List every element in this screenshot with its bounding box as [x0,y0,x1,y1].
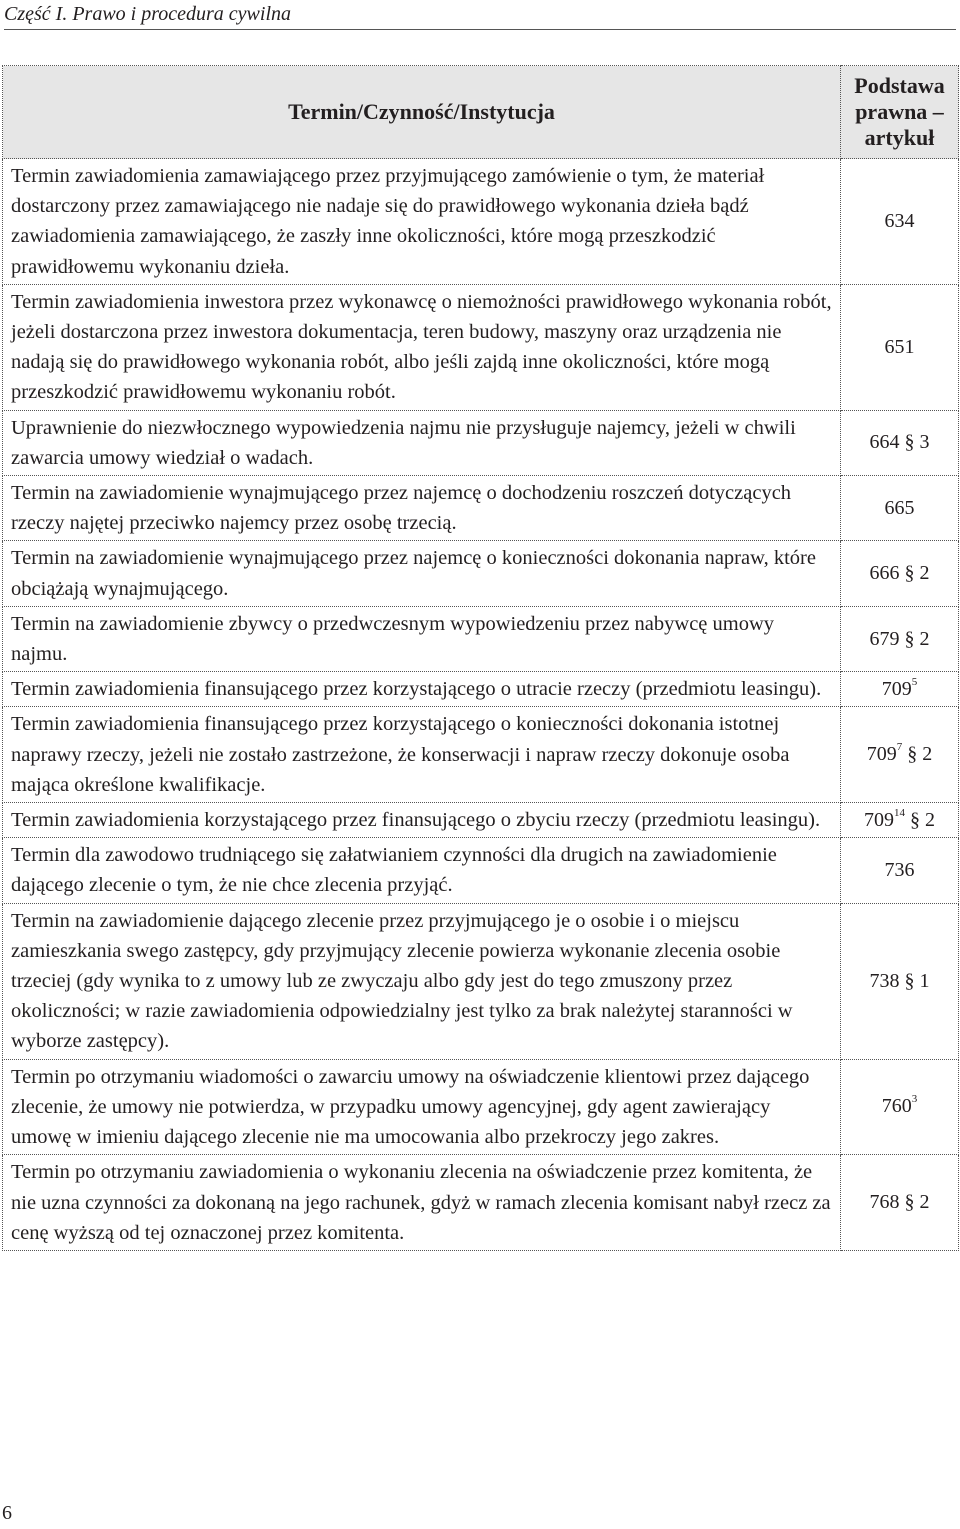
running-head: Część I. Prawo i procedura cywilna [4,1,956,30]
article-number: 709 [866,743,897,766]
term-description: Termin zawiadomienia inwestora przez wykonawcę o niemożności prawidłowego wykonania robót, jeżeli dostarczona przez inwestora dokumentacja, teren budowy, maszyny oraz urządzenia nie nadają się do prawidłowego wykonania robót, albo jeśli zajdą inne okoliczności, które mogą przeszkodzić prawidłowemu wykonaniu robót. [3,284,841,410]
term-description: Uprawnienie do niezwłocznego wypowiedzenia najmu nie przysługuje najemcy, jeżeli w chwili zawarcia umowy wiedział o wadach. [3,410,841,475]
legal-basis-cell [841,159,959,285]
legal-basis-cell [841,541,959,606]
table-row [3,1059,959,1155]
article-superscript: 5 [911,675,918,688]
article-number: 665 [884,496,915,519]
deadlines-table [2,65,959,1251]
table-row [3,284,959,410]
deadlines-table-container [2,65,958,1251]
table-row [3,1155,959,1251]
section-paragraph: § 2 [910,808,935,831]
term-description: Termin na zawiadomienie zbywcy o przedwczesnym wypowiedzeniu przez nabywcę umowy najmu. [3,606,841,671]
table-row [3,159,959,285]
term-description: Termin na zawiadomienie dającego zlecenie przez przyjmującego je o osobie i o miejscu zamieszkania swego zastępcy, gdy przyjmujący zlecenie powierza wykonanie zlecenia osobie trzeciej (gdy wynika to z umowy lub ze zwyczaju albo gdy jest do tego zmuszony przez okoliczności; w razie zawiadomienia odpowiedzialny jest tylko za brak należytej staranności w wyborze zastępcy). [3,903,841,1059]
legal-basis-cell [841,803,959,838]
table-row [3,541,959,606]
table-row [3,606,959,671]
article-number: 666 [869,562,900,585]
page-number: 6 [2,1502,12,1524]
legal-basis-cell [841,410,959,475]
legal-basis-cell [841,707,959,803]
term-description: Termin na zawiadomienie wynajmującego przez najemcę o konieczności dokonania napraw, które obciążają wynajmującego. [3,541,841,606]
table-row [3,672,959,707]
table-row [3,707,959,803]
legal-basis-cell [841,838,959,903]
article-number: 651 [884,335,915,358]
section-paragraph: § 2 [904,1191,930,1214]
header-term-activity-institution: Termin/Czynność/Instytucja [3,66,841,159]
table-row [3,476,959,541]
article-superscript: 3 [911,1093,918,1106]
term-description: Termin zawiadomienia zamawiającego przez przyjmującego zamówienie o tym, że materiał dostarczony przez zamawiającego nie nadaje się do prawidłowego wykonania dzieła bądź zawiadomienia zamawiającego, że zaszły inne okoliczności, które mogą przeszkodzić prawidłowemu wykonaniu dzieła. [3,159,841,285]
header-legal-basis: Podstawa prawna – artykuł [841,66,959,159]
article-number: 738 [869,969,900,992]
article-number: 709 [881,677,912,700]
section-paragraph: § 3 [904,431,930,454]
article-number: 736 [884,858,915,881]
article-number: 664 [869,431,900,454]
table-header-row [3,66,959,159]
article-superscript: 14 [894,806,905,819]
section-paragraph: § 2 [904,562,930,585]
legal-basis-cell [841,476,959,541]
legal-basis-cell [841,606,959,671]
legal-basis-cell [841,672,959,707]
legal-basis-cell [841,284,959,410]
term-description: Termin zawiadomienia finansującego przez korzystającego o utracie rzeczy (przedmiotu leasingu). [3,672,841,707]
term-description: Termin zawiadomienia finansującego przez korzystającego o konieczności dokonania istotnej naprawy rzeczy, jeżeli nie zostało zastrzeżone, że konserwacji i napraw rzeczy dokonuje osoba mająca określone kwalifikacje. [3,707,841,803]
term-description: Termin po otrzymaniu zawiadomienia o wykonaniu zlecenia na oświadczenie przez komitenta, że nie uzna czynności za dokonaną na jego rachunek, gdyż w ramach zlecenia komisant nabył rzecz za cenę wyższą od tej oznaczonej przez komitenta. [3,1155,841,1251]
section-paragraph: § 1 [904,969,930,992]
article-number: 760 [881,1095,912,1118]
section-paragraph: § 2 [907,743,933,766]
term-description: Termin na zawiadomienie wynajmującego przez najemcę o dochodzeniu roszczeń dotyczących rzeczy najętej przeciwko najemcy przez osobę trzecią. [3,476,841,541]
term-description: Termin dla zawodowo trudniącego się załatwianiem czynności dla drugich na zawiadomienie dającego zlecenie o tym, że nie chce zlecenia przyjąć. [3,838,841,903]
table-row [3,838,959,903]
legal-basis-cell [841,1155,959,1251]
term-description: Termin po otrzymaniu wiadomości o zawarciu umowy na oświadczenie klientowi przez dającego zlecenie, że umowy nie potwierdza, w przypadku umowy agencyjnej, gdy agent zawierający umowę w imieniu dającego zlecenie nie ma umocowania albo przekroczy jego zakres. [3,1059,841,1155]
article-number: 634 [884,209,915,232]
article-superscript: 7 [896,741,903,754]
legal-basis-cell [841,903,959,1059]
table-row [3,903,959,1059]
table-row [3,410,959,475]
table-row [3,803,959,838]
article-number: 768 [869,1191,900,1214]
term-description: Termin zawiadomienia korzystającego przez finansującego o zbyciu rzeczy (przedmiotu leasingu). [3,803,841,838]
legal-basis-cell [841,1059,959,1155]
article-number: 679 [869,627,900,650]
article-number: 709 [864,808,894,831]
section-paragraph: § 2 [904,627,930,650]
